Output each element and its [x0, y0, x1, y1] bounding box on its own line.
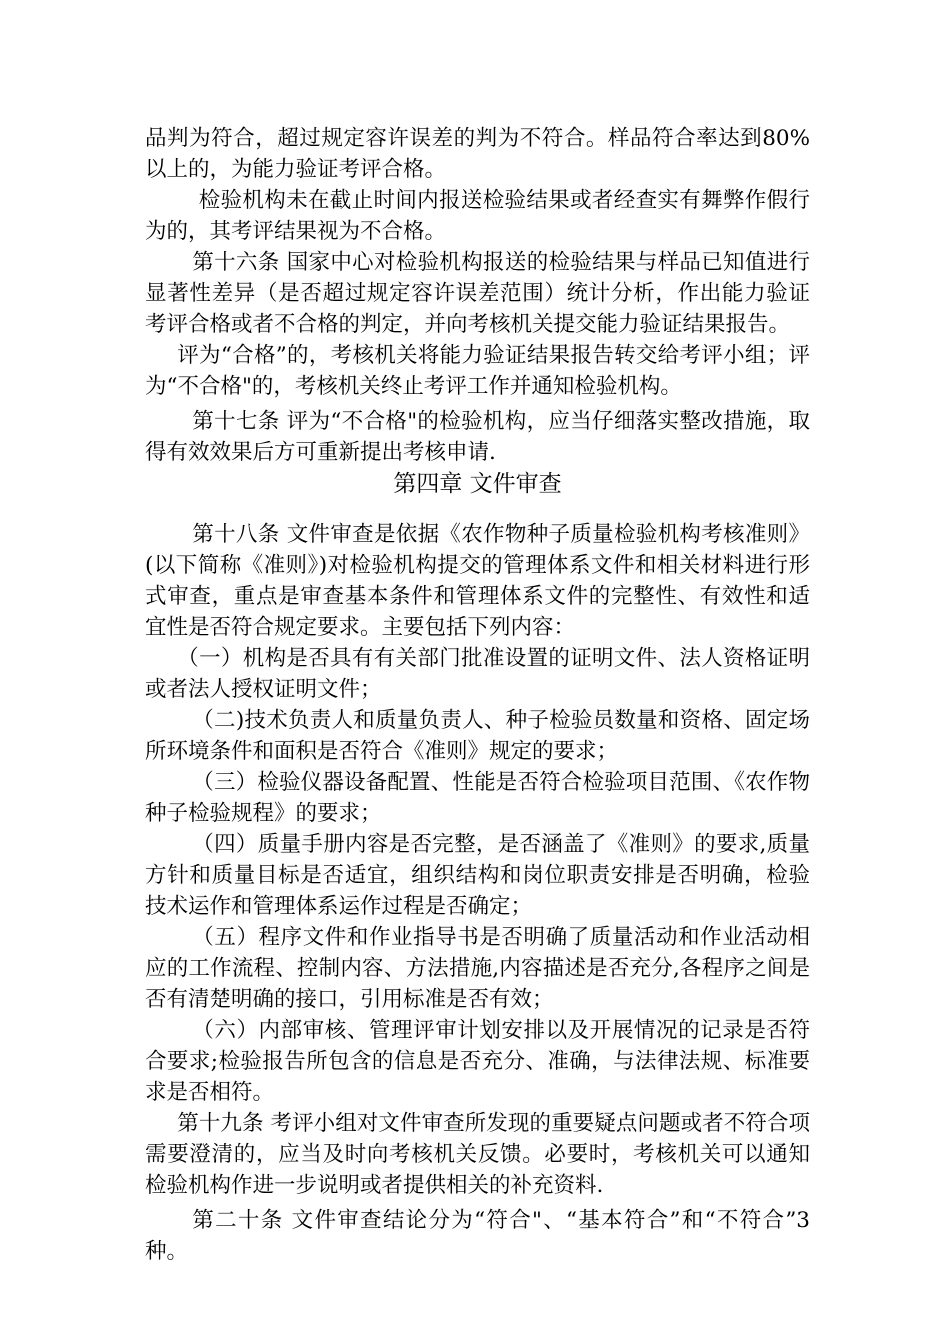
list-item: （六）内部审核、管理评审计划安排以及开展情况的记录是否符合要求;检验报告所包含的信息是否充分、准确，与法律法规、标准要求是否相符。 [145, 1018, 810, 1105]
list-item: （一）机构是否具有有关部门批准设置的证明文件、法人资格证明或者法人授权证明文件； [145, 646, 810, 702]
article-18-paragraph: 第十八条 文件审查是依据《农作物种子质量检验机构考核准则》(以下简称《准则》)对检验机构提交的管理体系文件和相关材料进行形式审查，重点是审查基本条件和管理体系文件的完整性、有效性和适宜性是否符合规定要求。主要包括下列内容： [145, 522, 810, 640]
chapter-title: 第四章 文件审查 [393, 471, 562, 497]
article-19-paragraph: 第十九条 考评小组对文件审查所发现的重要疑点问题或者不符合项需要澄清的，应当及时向考核机关反馈。必要时，考核机关可以通知检验机构作进一步说明或者提供相关的补充资料. [145, 1111, 810, 1198]
list-item: （二)技术负责人和质量负责人、种子检验员数量和资格、固定场所环境条件和面积是否符合《准则》规定的要求； [145, 708, 810, 764]
text-block-lower [145, 519, 810, 1267]
list-item: （五）程序文件和作业指导书是否明确了质量活动和作业活动相应的工作流程、控制内容、方法措施,内容描述是否充分,各程序之间是否有清楚明确的接口，引用标准是否有效； [145, 925, 810, 1012]
article-16-paragraph: 第十六条 国家中心对检验机构报送的检验结果与样品已知值进行显著性差异（是否超过规定容许误差范围）统计分析，作出能力验证考评合格或者不合格的判定，并向考核机关提交能力验证结果报告。 [145, 250, 810, 337]
paragraph: 检验机构未在截止时间内报送检验结果或者经查实有舞弊作假行为的，其考评结果视为不合格。 [145, 188, 810, 244]
list-item: （三）检验仪器设备配置、性能是否符合检验项目范围、《农作物种子检验规程》的要求； [145, 770, 810, 826]
text-block-upper [145, 123, 810, 468]
paragraph: 评为“合格”的，考核机关将能力验证结果报告转交给考评小组；评为“不合格"的，考核机关终止考评工作并通知检验机构。 [145, 343, 810, 399]
article-20-paragraph: 第二十条 文件审查结论分为“符合"、“基本符合”和“不符合”3种。 [145, 1208, 810, 1264]
paragraph: 品判为符合，超过规定容许误差的判为不符合。样品符合率达到80%以上的，为能力验证考评合格。 [145, 126, 810, 182]
article-17-paragraph: 第十七条 评为“不合格"的检验机构，应当仔细落实整改措施，取得有效效果后方可重新提出考核申请. [145, 409, 810, 465]
list-item: （四）质量手册内容是否完整，是否涵盖了《准则》的要求,质量方针和质量目标是否适宜，组织结构和岗位职责安排是否明确，检验技术运作和管理体系运作过程是否确定； [145, 832, 810, 919]
